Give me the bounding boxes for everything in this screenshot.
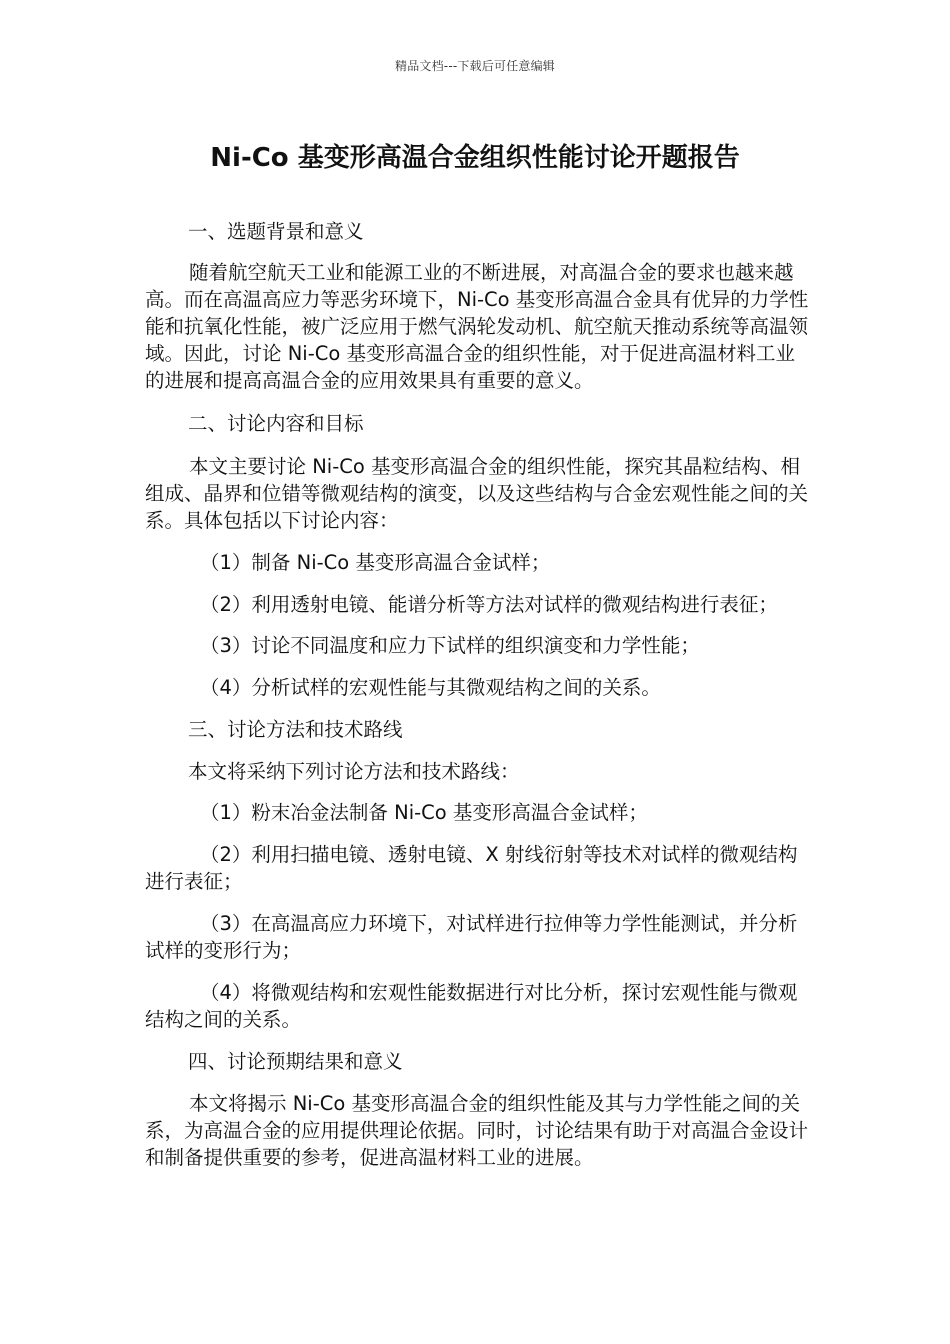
- section-4-paragraph: 本文将揭示 Ni-Co 基变形高温合金的组织性能及其与力学性能之间的关系，为高温合金的应用提供理论依据。同时，讨论结果有助于对高温合金设计和制备提供重要的参考，促进高温材料工业的进展。: [145, 1092, 809, 1169]
- section-3-item-4: （4）将微观结构和宏观性能数据进行对比分析，探讨宏观性能与微观结构之间的关系。: [145, 981, 798, 1031]
- section-2-item-1: （1）制备 Ni-Co 基变形高温合金试样；: [200, 551, 551, 574]
- section-4-heading: 四、讨论预期结果和意义: [188, 1050, 403, 1073]
- section-2-heading: 二、讨论内容和目标: [188, 412, 364, 435]
- section-3-intro: 本文将采纳下列讨论方法和技术路线：: [188, 760, 520, 783]
- section-3-item-3: （3）在高温高应力环境下，对试样进行拉伸等力学性能测试，并分析试样的变形行为；: [145, 912, 798, 962]
- section-1-heading: 一、选题背景和意义: [188, 220, 364, 243]
- section-2-item-4: （4）分析试样的宏观性能与其微观结构之间的关系。: [200, 676, 661, 699]
- section-3-item-2: （2）利用扫描电镜、透射电镜、X 射线衍射等技术对试样的微观结构进行表征；: [145, 843, 798, 893]
- section-3-item-1: （1）粉末冶金法制备 Ni-Co 基变形高温合金试样；: [200, 801, 648, 824]
- section-2-item-3: （3）讨论不同温度和应力下试样的组织演变和力学性能；: [200, 634, 700, 657]
- section-2-paragraph: 本文主要讨论 Ni-Co 基变形高温合金的组织性能，探究其晶粒结构、相组成、晶界和位错等微观结构的演变，以及这些结构与合金宏观性能之间的关系。具体包括以下讨论内容：: [145, 455, 809, 532]
- page-header-watermark: 精品文档---下载后可任意编辑: [395, 59, 555, 73]
- section-2-item-2: （2）利用透射电镜、能谱分析等方法对试样的微观结构进行表征；: [200, 593, 778, 616]
- section-1-paragraph: 随着航空航天工业和能源工业的不断进展，对高温合金的要求也越来越高。而在高温高应力等恶劣环境下，Ni-Co 基变形高温合金具有优异的力学性能和抗氧化性能，被广泛应用于燃气涡轮发动机、航空航天推动系统等高温领域。因此，讨论 Ni-Co 基变形高温合金的组织性能，对于促进高温材料工业的进展和提高高温合金的应用效果具有重要的意义。: [145, 261, 809, 392]
- document-title: Ni-Co 基变形高温合金组织性能讨论开题报告: [210, 143, 740, 173]
- section-3-heading: 三、讨论方法和技术路线: [188, 718, 403, 741]
